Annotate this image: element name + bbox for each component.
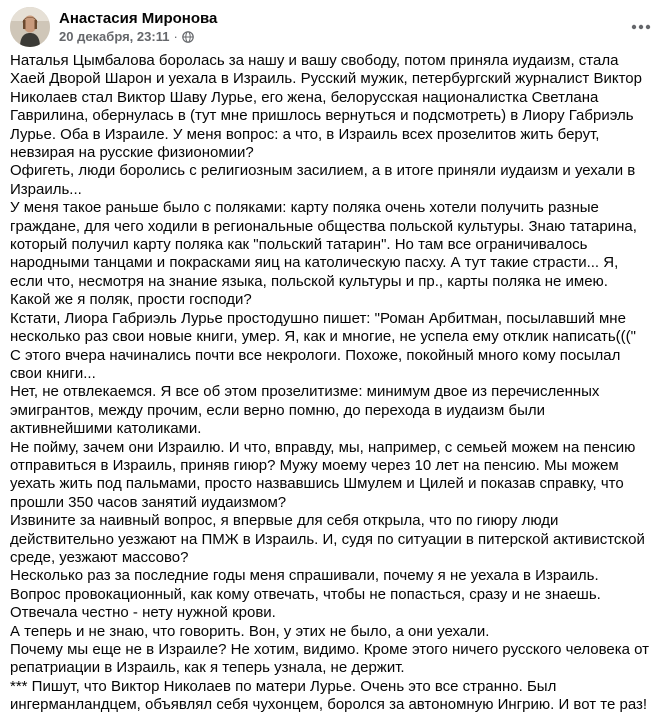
more-options-icon xyxy=(631,24,651,30)
author-name[interactable]: Анастасия Миронова xyxy=(59,10,218,27)
avatar-image xyxy=(10,7,50,47)
post-paragraph: У меня такое раньше было с поляками: карту поляка очень хотели получить разные граждане, для чего ходили в региональные общества польской культуры. Знаю татарина, который получил карту поляка как "польский татарин". Но там все ограничивалось народными танцами и покрасками яиц на католическую пасху. А тут такие страсти... Я, если что, несмотря на знание языка, польской культуры и пр., карты поляка не имею. Какой же я поляк, прости господи? xyxy=(10,199,637,309)
more-options-button[interactable] xyxy=(623,9,659,45)
post-header xyxy=(10,7,659,47)
post-timestamp[interactable]: 20 декабря, 23:11 xyxy=(59,29,170,44)
avatar[interactable] xyxy=(10,7,50,47)
post-paragraph: С этого вчера начинались почти все некрологи. Похоже, покойный много кому посылал свои книги... xyxy=(10,346,621,382)
post-paragraph: Не пойму, зачем они Израилю. И что, вправду, мы, например, с семьей можем на пенсию отправиться в Израиль, приняв гиюр? Мужу моему через 10 лет на пенсию. Мы можем уехать жить под пальмами, просто назвавшись Шмулем и Цилей и показав справку, что прошли 350 часов занятий иудаизмом? xyxy=(10,438,636,511)
globe-icon[interactable] xyxy=(182,31,194,43)
post-paragraph: Извините за наивный вопрос, я впервые для себя открыла, что по гиюру люди действительно уезжают на ПМЖ в Израиль. И, судя по ситуации в питерской активистской среде, уезжают массово? xyxy=(10,512,645,566)
post-paragraph: Кстати, Лиора Габриэль Лурье простодушно пишет: "Роман Арбитман, посылавший мне несколько раз свои новые книги, умер. Я, как и многие, не успела ему отклик написать(((" xyxy=(10,309,636,346)
post-paragraph: Нет, не отвлекаемся. Я все об этом прозелитизме: минимум двое из перечисленных эмигрантов, между прочим, если верно помню, до перехода в иудаизм были активнейшими католиками. xyxy=(10,383,600,438)
post-text xyxy=(10,52,650,715)
post-paragraph: А теперь и не знаю, что говорить. Вон, у этих не было, а они уехали. xyxy=(10,622,490,640)
post-paragraph: Несколько раз за последние годы меня спрашивали, почему я не уехала в Израиль. Вопрос провокационный, как кому отвечать, чтобы не попасться, сразу и не знаешь. Отвечала честно - нету нужной крови. xyxy=(10,567,601,622)
post-meta xyxy=(59,7,217,47)
post-paragraph: Почему мы еще не в Израиле? Не хотим, видимо. Кроме этого ничего русского человека от репатриации в Израиль, как я теперь узнала, не держит. xyxy=(10,641,650,677)
separator-dot: · xyxy=(173,29,178,44)
post-paragraph: Наталья Цымбалова боролась за нашу и вашу свободу, потом приняла иудаизм, стала Хаей Дворой Шарон и уехала в Израиль. Русский мужик, петербургский журналист Виктор Николаев стал Виктор Шаву Лурье, его жена, белорусская националистка Светлана Гаврилина, обернулась в (тут мне пришлось вернуться и подсмотреть) в Лиору Габриэль Лурье. Оба в Израиле. У меня вопрос: а что, в Израиль всех прозелитов жить берут, невзирая на русские физиономии? xyxy=(10,52,642,162)
post-paragraph: Офигеть, люди боролись с религиозным засилием, а в итоге приняли иудаизм и уехали в Израиль... xyxy=(10,162,636,198)
post-paragraph: *** Пишут, что Виктор Николаев по матери Лурье. Очень это все странно. Был ингерманландцем, объявлял себя чухонцем, боролся за автономную Ингрию. И вот те раз! xyxy=(10,677,648,714)
post-subline xyxy=(59,29,217,45)
